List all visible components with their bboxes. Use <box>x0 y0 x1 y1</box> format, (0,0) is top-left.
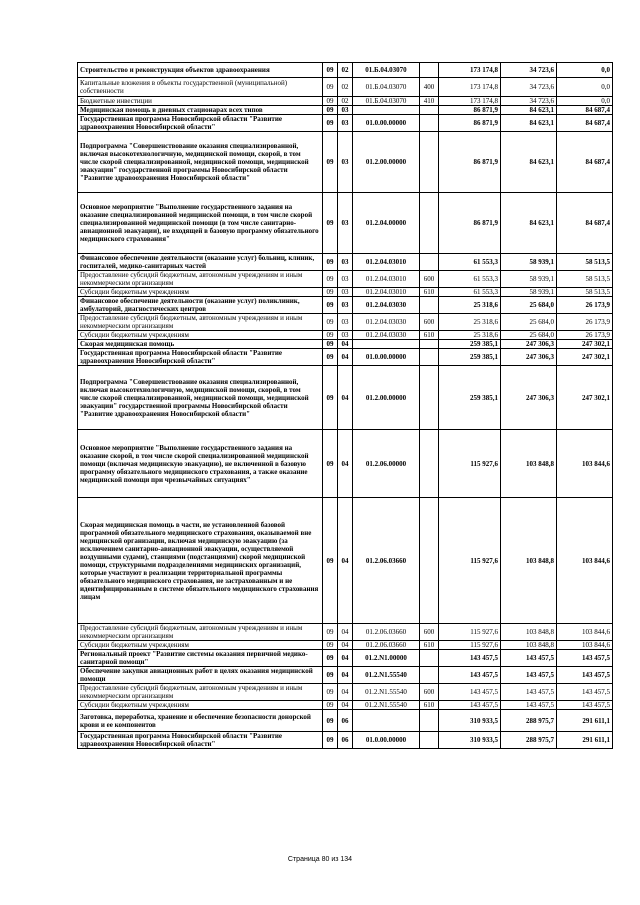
row-section: 09 <box>323 641 338 650</box>
row-subsection: 02 <box>338 97 353 106</box>
row-section: 09 <box>323 366 338 430</box>
row-amount-1: 259 385,1 <box>439 366 501 430</box>
row-amount-1: 25 318,6 <box>439 314 501 331</box>
row-amount-1: 86 871,9 <box>439 193 501 254</box>
row-target-code: 01.2.06.03660 <box>353 641 420 650</box>
row-amount-3: 143 457,5 <box>557 701 613 710</box>
row-section: 09 <box>323 667 338 684</box>
row-amount-3: 291 611,1 <box>557 710 613 732</box>
row-subsection: 03 <box>338 193 353 254</box>
row-target-code: 01.0.00.00000 <box>353 732 420 749</box>
row-target-code: 01.2.04.03030 <box>353 314 420 331</box>
row-subsection: 04 <box>338 349 353 366</box>
row-amount-2: 143 457,5 <box>501 667 557 684</box>
row-amount-1: 173 174,8 <box>439 78 501 97</box>
row-amount-1: 173 174,8 <box>439 97 501 106</box>
row-subsection: 03 <box>338 254 353 271</box>
table-row <box>78 115 613 132</box>
row-expense-type <box>420 340 439 349</box>
row-amount-2: 288 975,7 <box>501 710 557 732</box>
row-name: Подпрограмма "Совершенствование оказания специализированной, включая высокотехнологичную, медицинской помощи, скорой, в том числе скорой специализированной, медицинской помощи, медицинской эвакуации" государственной программы Новосибирской области "Развитие здравоохранения Новосибирской области" <box>78 132 323 193</box>
row-amount-1: 86 871,9 <box>439 106 501 115</box>
row-name: Субсидии бюджетным учреждениям <box>78 641 323 650</box>
row-amount-2: 25 684,0 <box>501 314 557 331</box>
row-amount-2: 25 684,0 <box>501 331 557 340</box>
table-row <box>78 193 613 254</box>
row-section: 09 <box>323 314 338 331</box>
row-amount-1: 61 553,3 <box>439 271 501 288</box>
row-subsection: 04 <box>338 430 353 498</box>
row-section: 09 <box>323 106 338 115</box>
row-name: Обеспечение закупки авиационных работ в целях оказания медицинской помощи <box>78 667 323 684</box>
row-expense-type: 410 <box>420 97 439 106</box>
row-amount-2: 25 684,0 <box>501 297 557 314</box>
row-name: Предоставление субсидий бюджетным, автономным учреждениям и иным некоммерческим организациям <box>78 684 323 701</box>
row-section: 09 <box>323 271 338 288</box>
row-subsection: 03 <box>338 271 353 288</box>
row-subsection: 04 <box>338 667 353 684</box>
row-amount-2: 84 623,1 <box>501 115 557 132</box>
table-row <box>78 430 613 498</box>
row-name: Заготовка, переработка, хранение и обеспечение безопасности донорской крови и ее компонентов <box>78 710 323 732</box>
row-expense-type: 610 <box>420 641 439 650</box>
row-expense-type <box>420 732 439 749</box>
row-target-code: 01.2.06.03660 <box>353 624 420 641</box>
row-section: 09 <box>323 115 338 132</box>
row-section: 09 <box>323 297 338 314</box>
row-target-code: 01.2.N1.55540 <box>353 667 420 684</box>
row-expense-type <box>420 115 439 132</box>
row-amount-2: 103 848,8 <box>501 498 557 624</box>
row-amount-1: 143 457,5 <box>439 667 501 684</box>
row-section: 09 <box>323 349 338 366</box>
row-amount-1: 115 927,6 <box>439 624 501 641</box>
row-target-code: 01.0.00.00000 <box>353 115 420 132</box>
row-amount-1: 61 553,3 <box>439 254 501 271</box>
page-footer: Страница 80 из 134 <box>287 856 353 863</box>
row-expense-type <box>420 349 439 366</box>
row-name: Основное мероприятие "Выполнение государственного задания на оказание специализированной медицинской помощи, в том числе скорой специализированной медицинской помощи (в том числе санитарно-авиационной эвакуации), не входящей в базовую программу обязательного медицинского страхования" <box>78 193 323 254</box>
row-subsection: 03 <box>338 288 353 297</box>
row-section: 09 <box>323 254 338 271</box>
row-amount-3: 143 457,5 <box>557 667 613 684</box>
row-section: 09 <box>323 331 338 340</box>
row-name: Скорая медицинская помощь в части, не установленной базовой программой обязательного медицинского страхования, оказываемой вне медицинской организации, включая медицинскую эвакуацию (за исключением санитарно-авиационной эвакуации, осуществляемой воздушными судами), станциями (подстанциями) скорой медицинской помощи, структурными подразделениями медицинских организаций, которые участвуют в реализации территориальной программы обязательного медицинского страхования, не застрахованным и не идентифицированным в системе обязательного медицинского страхования лицам <box>78 498 323 624</box>
row-section: 09 <box>323 498 338 624</box>
row-amount-1: 25 318,6 <box>439 297 501 314</box>
row-name: Финансовое обеспечение деятельности (оказание услуг) больниц, клиник, госпиталей, медико-санитарных частей <box>78 254 323 271</box>
row-subsection: 03 <box>338 331 353 340</box>
row-name: Предоставление субсидий бюджетным, автономным учреждениям и иным некоммерческим организациям <box>78 624 323 641</box>
row-name: Субсидии бюджетным учреждениям <box>78 288 323 297</box>
row-expense-type <box>420 193 439 254</box>
row-subsection: 03 <box>338 297 353 314</box>
row-amount-3: 247 302,1 <box>557 366 613 430</box>
row-section: 09 <box>323 193 338 254</box>
row-expense-type <box>420 498 439 624</box>
row-amount-3: 26 173,9 <box>557 297 613 314</box>
row-amount-1: 115 927,6 <box>439 641 501 650</box>
row-amount-3: 103 844,6 <box>557 498 613 624</box>
row-section: 09 <box>323 78 338 97</box>
row-section: 09 <box>323 684 338 701</box>
row-section: 09 <box>323 97 338 106</box>
row-section: 09 <box>323 430 338 498</box>
table-row <box>78 498 613 624</box>
table-row <box>78 63 613 78</box>
row-expense-type: 610 <box>420 331 439 340</box>
row-name: Предоставление субсидий бюджетным, автономным учреждениям и иным некоммерческим организациям <box>78 314 323 331</box>
table-row <box>78 624 613 641</box>
row-target-code: 01.2.04.03010 <box>353 271 420 288</box>
row-subsection: 06 <box>338 732 353 749</box>
row-amount-1: 310 933,5 <box>439 710 501 732</box>
row-expense-type <box>420 132 439 193</box>
row-amount-3: 0,0 <box>557 78 613 97</box>
row-expense-type <box>420 650 439 667</box>
row-expense-type <box>420 106 439 115</box>
row-subsection: 03 <box>338 106 353 115</box>
row-target-code: 01.Б.04.03070 <box>353 97 420 106</box>
table-row <box>78 684 613 701</box>
row-amount-2: 143 457,5 <box>501 684 557 701</box>
row-subsection: 03 <box>338 115 353 132</box>
row-section: 09 <box>323 63 338 78</box>
row-amount-3: 291 611,1 <box>557 732 613 749</box>
row-target-code: 01.2.04.03010 <box>353 288 420 297</box>
row-amount-2: 34 723,6 <box>501 97 557 106</box>
row-amount-2: 247 306,3 <box>501 366 557 430</box>
row-amount-1: 310 933,5 <box>439 732 501 749</box>
row-target-code: 01.0.00.00000 <box>353 349 420 366</box>
table-row <box>78 271 613 288</box>
row-amount-3: 143 457,5 <box>557 684 613 701</box>
row-section: 09 <box>323 650 338 667</box>
row-expense-type <box>420 366 439 430</box>
row-target-code: 01.Б.04.03070 <box>353 78 420 97</box>
row-section: 09 <box>323 132 338 193</box>
row-name: Бюджетные инвестиции <box>78 97 323 106</box>
row-amount-3: 0,0 <box>557 63 613 78</box>
row-subsection: 04 <box>338 340 353 349</box>
row-amount-3: 84 687,4 <box>557 115 613 132</box>
row-amount-2: 143 457,5 <box>501 650 557 667</box>
budget-table <box>77 62 613 749</box>
row-amount-1: 259 385,1 <box>439 349 501 366</box>
table-row <box>78 701 613 710</box>
table-row <box>78 297 613 314</box>
row-amount-2: 84 623,1 <box>501 193 557 254</box>
row-subsection: 03 <box>338 314 353 331</box>
row-expense-type: 610 <box>420 701 439 710</box>
row-section: 09 <box>323 732 338 749</box>
row-expense-type: 600 <box>420 314 439 331</box>
row-subsection: 04 <box>338 650 353 667</box>
row-amount-3: 247 302,1 <box>557 349 613 366</box>
row-amount-3: 26 173,9 <box>557 314 613 331</box>
row-target-code: 01.2.00.00000 <box>353 366 420 430</box>
row-name: Региональный проект "Развитие системы оказания первичной медико-санитарной помощи" <box>78 650 323 667</box>
row-subsection: 02 <box>338 78 353 97</box>
row-amount-2: 288 975,7 <box>501 732 557 749</box>
row-expense-type <box>420 667 439 684</box>
row-amount-3: 58 513,5 <box>557 288 613 297</box>
row-expense-type: 400 <box>420 78 439 97</box>
table-row <box>78 732 613 749</box>
table-row <box>78 366 613 430</box>
table-row <box>78 710 613 732</box>
row-target-code: 01.2.N1.55540 <box>353 701 420 710</box>
row-target-code: 01.2.N1.00000 <box>353 650 420 667</box>
row-expense-type: 600 <box>420 684 439 701</box>
row-target-code: 01.2.N1.55540 <box>353 684 420 701</box>
row-name: Основное мероприятие "Выполнение государственного задания на оказание скорой, в том числе скорой специализированной медицинской помощи (включая медицинскую эвакуацию), не включенной в базовую программу обязательного медицинского страхования, а также оказание медицинской помощи при чрезвычайных ситуациях" <box>78 430 323 498</box>
row-target-code: 01.2.04.03010 <box>353 254 420 271</box>
row-amount-2: 58 939,1 <box>501 288 557 297</box>
row-name: Скорая медицинская помощь <box>78 340 323 349</box>
row-amount-3: 26 173,9 <box>557 331 613 340</box>
table-body <box>78 63 613 749</box>
row-amount-1: 143 457,5 <box>439 684 501 701</box>
row-target-code <box>353 106 420 115</box>
row-target-code: 01.2.00.00000 <box>353 132 420 193</box>
row-section: 09 <box>323 288 338 297</box>
row-section: 09 <box>323 340 338 349</box>
row-expense-type: 610 <box>420 288 439 297</box>
table-row <box>78 106 613 115</box>
row-amount-2: 58 939,1 <box>501 271 557 288</box>
row-amount-1: 259 385,1 <box>439 340 501 349</box>
row-name: Государственная программа Новосибирской области "Развитие здравоохранения Новосибирской области" <box>78 115 323 132</box>
row-amount-2: 84 623,1 <box>501 106 557 115</box>
row-subsection: 03 <box>338 132 353 193</box>
row-amount-1: 86 871,9 <box>439 132 501 193</box>
row-expense-type <box>420 710 439 732</box>
row-target-code <box>353 340 420 349</box>
row-section: 09 <box>323 710 338 732</box>
row-amount-1: 143 457,5 <box>439 650 501 667</box>
row-expense-type: 600 <box>420 624 439 641</box>
table-row <box>78 641 613 650</box>
row-target-code: 01.2.04.00000 <box>353 193 420 254</box>
table-row <box>78 288 613 297</box>
table-row <box>78 340 613 349</box>
table-row <box>78 78 613 97</box>
row-subsection: 02 <box>338 63 353 78</box>
row-amount-3: 84 687,4 <box>557 132 613 193</box>
row-name: Государственная программа Новосибирской области "Развитие здравоохранения Новосибирской области" <box>78 732 323 749</box>
row-amount-3: 143 457,5 <box>557 650 613 667</box>
row-subsection: 04 <box>338 701 353 710</box>
row-name: Субсидии бюджетным учреждениям <box>78 701 323 710</box>
row-name: Медицинская помощь в дневных стационарах всех типов <box>78 106 323 115</box>
table-row <box>78 132 613 193</box>
row-subsection: 04 <box>338 366 353 430</box>
table-row <box>78 349 613 366</box>
row-amount-2: 34 723,6 <box>501 78 557 97</box>
row-target-code: 01.2.04.03030 <box>353 331 420 340</box>
row-amount-3: 58 513,5 <box>557 271 613 288</box>
table-row <box>78 650 613 667</box>
row-name: Предоставление субсидий бюджетным, автономным учреждениям и иным некоммерческим организациям <box>78 271 323 288</box>
row-amount-2: 143 457,5 <box>501 701 557 710</box>
row-amount-3: 103 844,6 <box>557 641 613 650</box>
row-subsection: 04 <box>338 641 353 650</box>
row-subsection: 04 <box>338 498 353 624</box>
row-amount-1: 115 927,6 <box>439 430 501 498</box>
row-name: Финансовое обеспечение деятельности (оказание услуг) поликлиник, амбулаторий, диагностических центров <box>78 297 323 314</box>
table-row <box>78 314 613 331</box>
row-name: Капитальные вложения в объекты государственной (муниципальной) собственности <box>78 78 323 97</box>
row-expense-type <box>420 254 439 271</box>
row-target-code: 01.2.06.03660 <box>353 498 420 624</box>
row-name: Строительство и реконструкция объектов здравоохранения <box>78 63 323 78</box>
row-amount-2: 247 306,3 <box>501 340 557 349</box>
budget-sheet <box>77 62 612 749</box>
row-amount-1: 173 174,8 <box>439 63 501 78</box>
row-section: 09 <box>323 624 338 641</box>
table-row <box>78 254 613 271</box>
row-amount-2: 58 939,1 <box>501 254 557 271</box>
row-amount-3: 58 513,5 <box>557 254 613 271</box>
row-amount-2: 103 848,8 <box>501 624 557 641</box>
table-row <box>78 331 613 340</box>
row-amount-1: 115 927,6 <box>439 498 501 624</box>
row-amount-3: 103 844,6 <box>557 624 613 641</box>
row-name: Государственная программа Новосибирской области "Развитие здравоохранения Новосибирской области" <box>78 349 323 366</box>
row-target-code: 01.Б.04.03070 <box>353 63 420 78</box>
row-amount-3: 84 687,4 <box>557 106 613 115</box>
row-amount-1: 143 457,5 <box>439 701 501 710</box>
row-target-code: 01.2.06.00000 <box>353 430 420 498</box>
row-amount-3: 247 302,1 <box>557 340 613 349</box>
row-amount-2: 103 848,8 <box>501 641 557 650</box>
row-expense-type: 600 <box>420 271 439 288</box>
row-amount-2: 103 848,8 <box>501 430 557 498</box>
row-target-code <box>353 710 420 732</box>
row-section: 09 <box>323 701 338 710</box>
row-subsection: 06 <box>338 710 353 732</box>
row-amount-3: 0,0 <box>557 97 613 106</box>
row-expense-type <box>420 63 439 78</box>
row-expense-type <box>420 430 439 498</box>
row-amount-2: 247 306,3 <box>501 349 557 366</box>
row-expense-type <box>420 297 439 314</box>
row-target-code: 01.2.04.03030 <box>353 297 420 314</box>
table-row <box>78 97 613 106</box>
row-subsection: 04 <box>338 624 353 641</box>
row-amount-2: 34 723,6 <box>501 63 557 78</box>
row-amount-1: 86 871,9 <box>439 115 501 132</box>
table-row <box>78 667 613 684</box>
row-subsection: 04 <box>338 684 353 701</box>
row-amount-1: 25 318,6 <box>439 331 501 340</box>
row-amount-2: 84 623,1 <box>501 132 557 193</box>
row-amount-3: 84 687,4 <box>557 193 613 254</box>
row-amount-1: 61 553,3 <box>439 288 501 297</box>
row-amount-3: 103 844,6 <box>557 430 613 498</box>
row-name: Субсидии бюджетным учреждениям <box>78 331 323 340</box>
row-name: Подпрограмма "Совершенствование оказания специализированной, включая высокотехнологичную, медицинской помощи, скорой, в том числе скорой специализированной, медицинской помощи, медицинской эвакуации" государственной программы Новосибирской области "Развитие здравоохранения Новосибирской области" <box>78 366 323 430</box>
